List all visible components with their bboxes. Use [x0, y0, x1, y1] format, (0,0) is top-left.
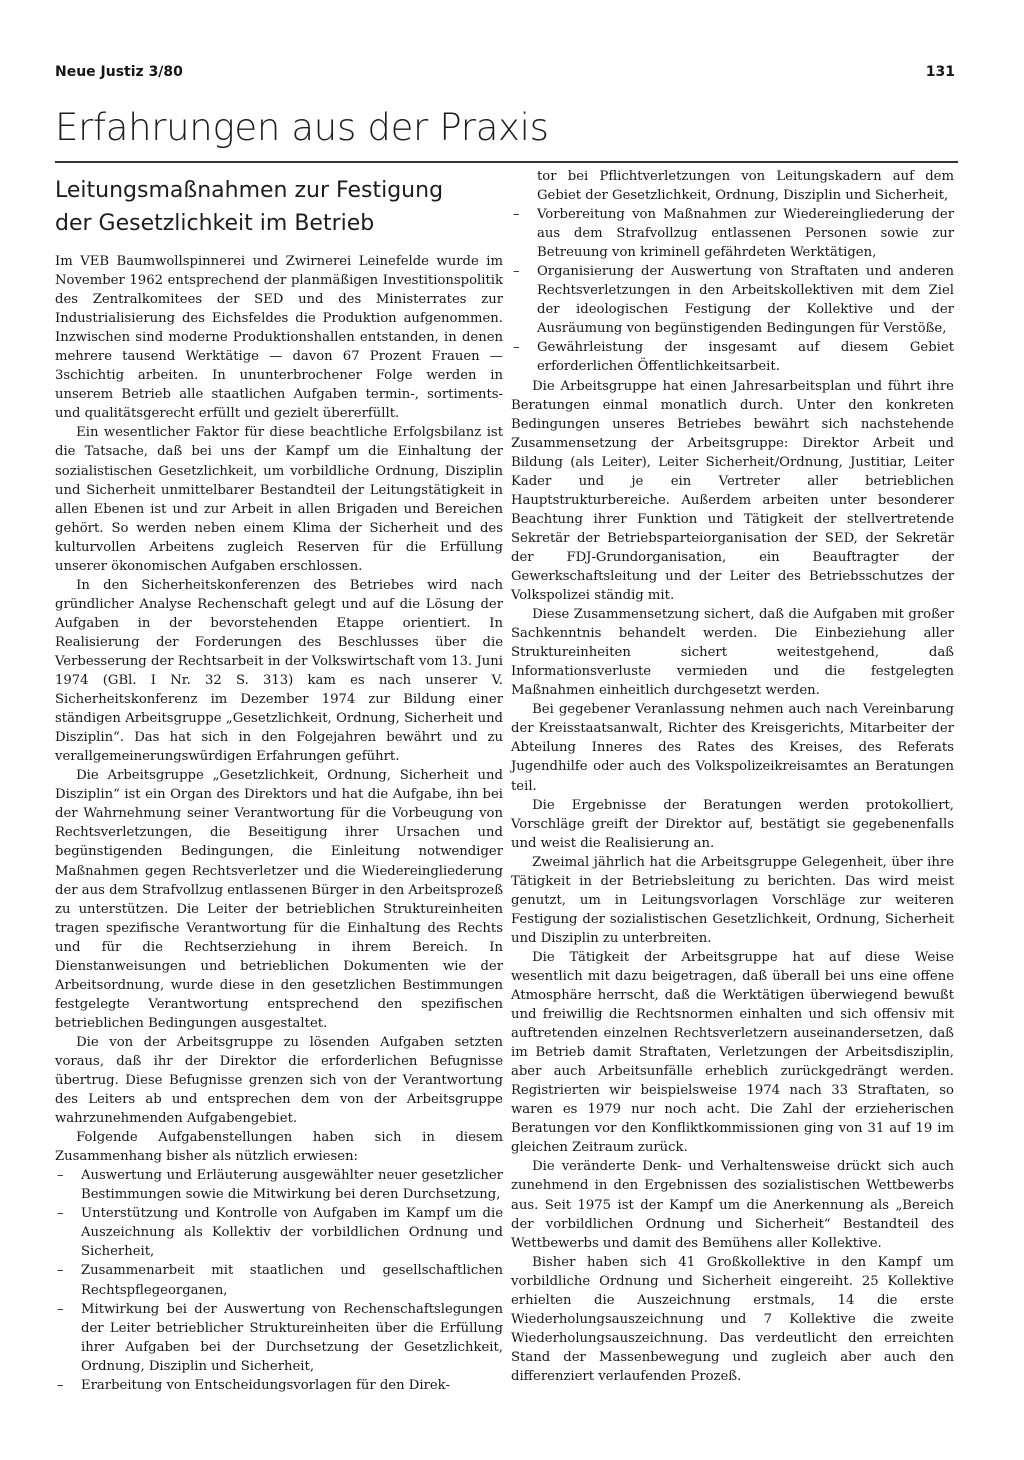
list-item [55, 1204, 503, 1261]
running-header [55, 64, 955, 84]
task-list-continued [511, 205, 954, 376]
page-number: 131 [925, 64, 955, 80]
article-title-line: Leitungsmaßnahmen zur Festigung [55, 178, 444, 203]
dash-bullet: – [513, 207, 520, 223]
paragraph: Bisher haben sich 41 Großkollektive in den Kampf um vorbildliche Ordnung und Sicherheit eingereiht. 25 Kollektive erhielten die Auszeichnung erstmals, 14 die erste Wiederholungsauszeichnung und 7 Kollektive die zweite Wiederholungsauszeichnung. Das verdeutlicht den erreichten Stand der Massenbewegung und zugleich aber auch den differenziert verlaufenden Prozeß. [511, 1254, 954, 1384]
list-item-text: Vorbereitung von Maßnahmen zur Wiedereingliederung der aus dem Strafvollzug entlassenen Personen sowie zur Betreuung von kriminell gefährdeten Werktätigen, [537, 207, 954, 261]
list-item [511, 262, 954, 338]
right-column [511, 167, 954, 1386]
paragraph: In den Sicherheitskonferenzen des Betriebes wird nach gründlicher Analyse Rechenschaft gelegt und auf die Lösung der Aufgaben in der bevorstehenden Etappe orientiert. In Realisierung der Forderungen des Beschlusses über die Verbesserung der Rechtsarbeit in der Volkswirtschaft vom 13. Juni 1974 (GBl. I Nr. 32 S. 313) kam es nach unserer V. Sicherheitskonferenz im Dezember 1974 zur Bildung einer ständigen Arbeitsgruppe „Gesetzlichkeit, Ordnung, Sicherheit und Disziplin“. Das hat sich in den Folgejahren bewährt und zu verallgemeinerungswürdigen Erfahrungen geführt. [55, 577, 503, 765]
list-item-text: Erarbeitung von Entscheidungsvorlagen für den Direk- [81, 1377, 450, 1393]
dash-bullet: – [57, 1206, 64, 1222]
list-item-text: Organisierung der Auswertung von Straftaten und anderen Rechtsverletzungen in den Arbeitskollektiven mit dem Ziel der ideologischen Festigung der Kollektive und der Ausräumung von begünstigenden Bedingungen für Verstöße, [537, 264, 954, 337]
paragraph: Die Tätigkeit der Arbeitsgruppe hat auf diese Weise wesentlich mit dazu beigetragen, daß überall bei uns eine offene Atmosphäre herrscht, daß die Werktätigen überwiegend bewußt und freiwillig die Rechtsnormen einhalten und sich offensiv mit auftretenden einzelnen Rechtsverletzern auseinandersetzen, daß im Betrieb damit Straftaten, Verletzungen der Arbeitsdisziplin, aber auch Arbeitsunfälle erheblich zurückgedrängt werden. Registrierten wir beispielsweise 1974 nach 33 Straftaten, so waren es 1979 nur noch acht. Die Zahl der erzieherischen Beratungen vor den Konfliktkommissionen ging von 31 auf 19 im gleichen Zeitraum zurück. [511, 949, 954, 1156]
paragraph: Die Arbeitsgruppe hat einen Jahresarbeitsplan und führt ihre Beratungen einmal monatlich durch. Unter den konkreten Bedingungen unseres Betriebes bewährt sich nachstehende Zusammensetzung der Arbeitsgruppe: Direktor Arbeit und Bildung (als Leiter), Leiter Sicherheit/Ordnung, Justitiar, Leiter Kader und je ein Vertreter aller betrieblichen Hauptstrukturbereiche. Außerdem arbeiten unter besonderer Beachtung ihrer Funktion und Tätigkeit der stellvertretende Sekretär der Betriebsparteiorganisation der SED, der Sekretär der FDJ-Grundorganisation, ein Beauftragter der Gewerkschaftsleitung und der Leiter des Betriebsschutzes der Volkspolizei ständig mit. [511, 378, 954, 604]
list-item-text: Zusammenarbeit mit staatlichen und gesellschaftlichen Rechtspflegeorganen, [81, 1263, 503, 1298]
task-list [55, 1166, 503, 1395]
section-divider [55, 161, 958, 163]
paragraph: Bei gegebener Veranlassung nehmen auch nach Vereinbarung der Kreisstaatsanwalt, Richter des Kreisgerichts, Mitarbeiter der Abteilung Inneres des Rates des Kreises, des Referats Jugendhilfe oder auch des Volkspolizeikreisamtes an Beratungen teil. [511, 702, 954, 794]
list-item-text: Mitwirkung bei der Auswertung von Rechenschaftslegungen der Leiter betrieblicher Struktureinheiten über die Erfüllung ihrer Aufgaben bei der Durchsetzung der Gesetzlichkeit, Ordnung, Disziplin und Sicherheit, [81, 1301, 503, 1374]
list-item [511, 205, 954, 262]
dash-bullet: – [513, 264, 520, 280]
journal-issue: Neue Justiz 3/80 [55, 64, 183, 80]
list-item-text: Unterstützung und Kontrolle von Aufgaben im Kampf um die Auszeichnung als Kollektiv der vorbildlichen Ordnung und Sicherheit, [81, 1206, 503, 1260]
paragraph: Folgende Aufgabenstellungen haben sich in diesem Zusammenhang bisher als nützlich erwiesen: [55, 1130, 503, 1165]
paragraph: Die Arbeitsgruppe „Gesetzlichkeit, Ordnung, Sicherheit und Disziplin“ ist ein Organ des Direktors und hat die Aufgabe, ihn bei der Wahrnehmung seiner Verantwortung für die Vorbeugung von Rechtsverletzungen, die Beseitigung ihrer Ursachen und begünstigenden Bedingungen, die Einleitung notwendiger Maßnahmen gegen Rechtsverletzer und die Wiedereingliederung der aus dem Strafvollzug entlassenen Bürger in den Arbeitsprozeß zu unterstützen. Die Leiter der betrieblichen Struktureinheiten tragen spezifische Verantwortung für die Einhaltung des Rechts und für die Rechtserziehung in ihrem Bereich. In Dienstanweisungen und betrieblichen Dokumenten wie der Arbeitsordnung, wurde diese in den gesetzlichen Bestimmungen festgelegte Verantwortung entsprechend den spezifischen betrieblichen Bedingungen ausgestaltet. [55, 768, 503, 1031]
dash-bullet: – [57, 1301, 64, 1317]
dash-bullet: – [57, 1377, 64, 1393]
dash-bullet: – [57, 1263, 64, 1279]
section-title: Erfahrungen aus der Praxis [55, 106, 549, 149]
list-item-text: Gewährleistung der insgesamt auf diesem Gebiet erforderlichen Öffentlichkeitsarbeit. [537, 340, 954, 375]
list-item [55, 1261, 503, 1299]
list-item [511, 338, 954, 376]
dash-bullet: – [57, 1168, 64, 1184]
paragraph: Zweimal jährlich hat die Arbeitsgruppe Gelegenheit, über ihre Tätigkeit in der Betriebsleitung zu berichten. Das wird meist genutzt, um in Leitungsvorlagen Vorschläge zur weiteren Festigung der sozialistischen Gesetzlichkeit, Ordnung, Sicherheit und Disziplin zu unterbreiten. [511, 854, 954, 946]
paragraph: Im VEB Baumwollspinnerei und Zwirnerei Leinefelde wurde im November 1962 entsprechend der planmäßigen Investitionspolitik des Zentralkomitees der SED und des Ministerrates zur Industrialisierung des Eichsfeldes die Produktion aufgenommen. Inzwischen sind moderne Produktionshallen entstanden, in denen mehrere tausend Werktätige — davon 67 Prozent Frauen — 3schichtig arbeiten. In ununterbrochener Folge werden in unserem Betrieb alle staatlichen Aufgaben termin-, sortiments- und qualitätsgerecht erfüllt und gezielt übererfüllt. [55, 254, 503, 422]
paragraph: Die von der Arbeitsgruppe zu lösenden Aufgaben setzten voraus, daß ihr der Direktor die erforderlichen Befugnisse übertrug. Diese Befugnisse grenzen sich von der Verantwortung des Leiters ab und entsprechen dem von der Arbeitsgruppe wahrzunehmenden Aufgabengebiet. [55, 1034, 503, 1127]
paragraph: Diese Zusammensetzung sichert, daß die Aufgaben mit großer Sachkenntnis behandelt werden. Die Einbeziehung aller Struktureinheiten sichert weitestgehend, daß Informationsverluste vermieden und die festgelegten Maßnahmen einheitlich durchgesetzt werden. [511, 607, 954, 699]
paragraph: Ein wesentlicher Faktor für diese beachtliche Erfolgsbilanz ist die Tatsache, daß bei uns der Kampf um die Einhaltung der sozialistischen Gesetzlichkeit, um vorbildliche Ordnung, Disziplin und Sicherheit unmittelbarer Bestandteil der Leitungstätigkeit in allen Ebenen ist und zur Arbeit in allen Brigaden und Bereichen gehört. So werden neben einem Klima der Sicherheit und des kulturvollen Arbeitens zugleich Reserven für die Erfüllung unserer ökonomischen Aufgaben erschlossen. [55, 425, 503, 574]
list-continuation: tor bei Pflichtverletzungen von Leitungskadern auf dem Gebiet der Gesetzlichkeit, Ordnung, Disziplin und Sicherheit, [537, 169, 954, 204]
article-title [55, 174, 475, 240]
list-item [55, 1376, 503, 1395]
article-title-line: der Gesetzlichkeit im Betrieb [55, 211, 375, 236]
list-item [55, 1300, 503, 1376]
left-column [55, 252, 503, 1395]
paragraph: Die Ergebnisse der Beratungen werden protokolliert, Vorschläge greift der Direktor auf, bestätigt sie gegebenenfalls und weist die Realisierung an. [511, 797, 954, 851]
list-item-text: Auswertung und Erläuterung ausgewählter neuer gesetzlicher Bestimmungen sowie die Mitwirkung bei deren Durchsetzung, [81, 1168, 503, 1203]
list-item [55, 1166, 503, 1204]
paragraph: Die veränderte Denk- und Verhaltensweise drückt sich auch zunehmend in den Ergebnissen des sozialistischen Wettbewerbs aus. Seit 1975 ist der Kampf um die Anerkennung als „Bereich der vorbildlichen Ordnung und Sicherheit“ Bestandteil des Wettbewerbs und damit des Bemühens aller Kollektive. [511, 1159, 954, 1251]
dash-bullet: – [513, 340, 520, 356]
